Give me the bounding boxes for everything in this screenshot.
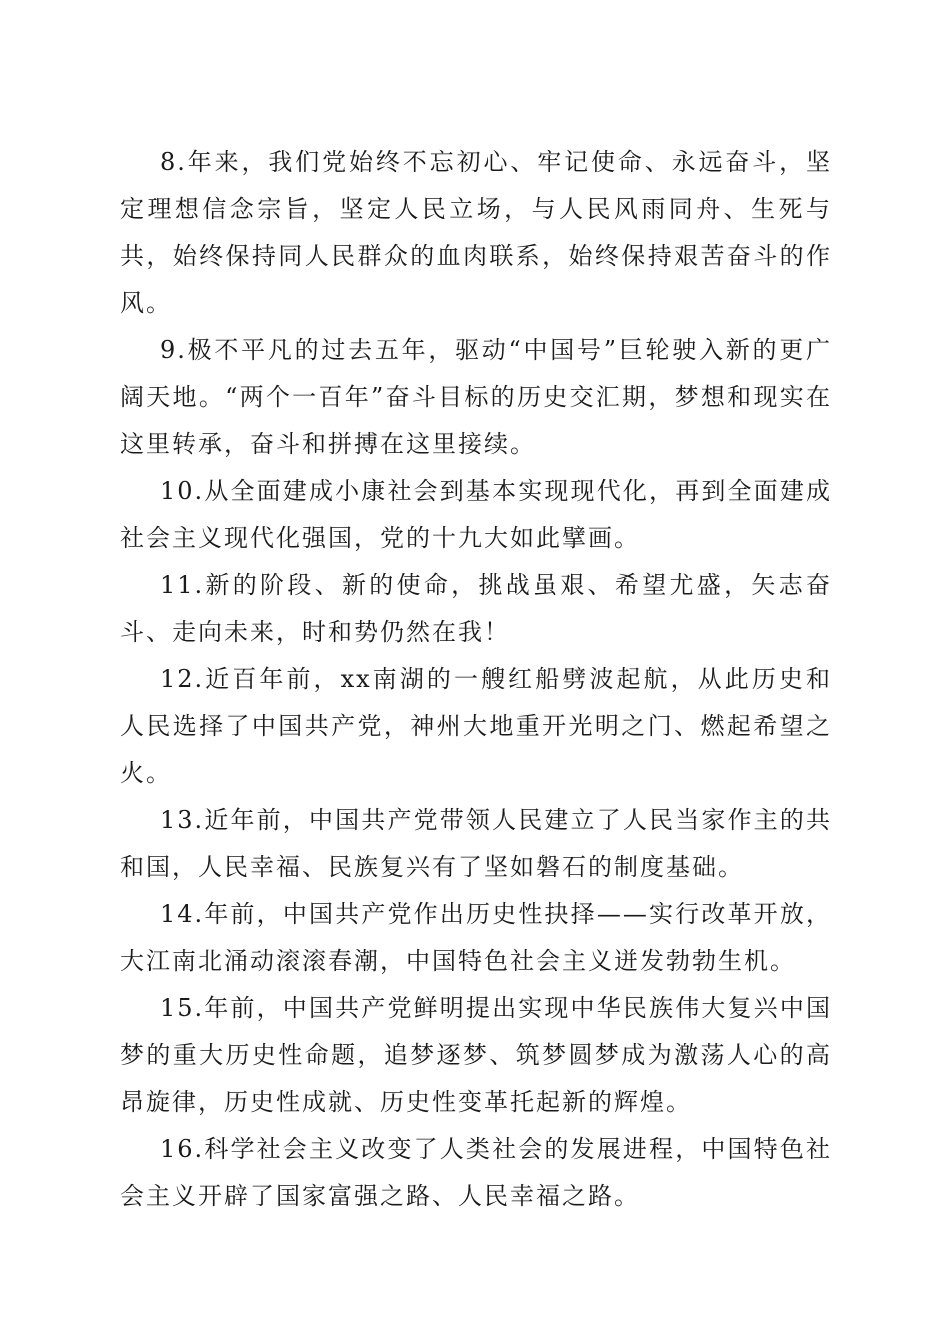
paragraph-10: 10.从全面建成小康社会到基本实现现代化，再到全面建成社会主义现代化强国，党的十九大如此擘画。: [120, 477, 832, 552]
paragraph-13: 13.近年前，中国共产党带领人民建立了人民当家作主的共和国，人民幸福、民族复兴有了坚如磐石的制度基础。: [120, 806, 832, 881]
paragraph-16: 16.科学社会主义改变了人类社会的发展进程，中国特色社会主义开辟了国家富强之路、人民幸福之路。: [120, 1135, 832, 1210]
paragraph-9: 9.极不平凡的过去五年，驱动“中国号”巨轮驶入新的更广阔天地。“两个一百年”奋斗目标的历史交汇期，梦想和现实在这里转承，奋斗和拼搏在这里接续。: [120, 336, 832, 458]
document-body: [120, 139, 832, 1220]
paragraph-14: 14.年前，中国共产党作出历史性抉择——实行改革开放，大江南北涌动滚滚春潮，中国特色社会主义迸发勃勃生机。: [120, 900, 832, 975]
paragraph-11: 11.新的阶段、新的使命，挑战虽艰、希望尤盛，矢志奋斗、走向未来，时和势仍然在我！: [120, 571, 832, 646]
paragraph-8: 8.年来，我们党始终不忘初心、牢记使命、永远奋斗，坚定理想信念宗旨，坚定人民立场，与人民风雨同舟、生死与共，始终保持同人民群众的血肉联系，始终保持艰苦奋斗的作风。: [120, 148, 832, 317]
paragraph-12: 12.近百年前，xx南湖的一艘红船劈波起航，从此历史和人民选择了中国共产党，神州大地重开光明之门、燃起希望之火。: [120, 665, 832, 787]
paragraph-15: 15.年前，中国共产党鲜明提出实现中华民族伟大复兴中国梦的重大历史性命题，追梦逐梦、筑梦圆梦成为激荡人心的高昂旋律，历史性成就、历史性变革托起新的辉煌。: [120, 994, 832, 1116]
